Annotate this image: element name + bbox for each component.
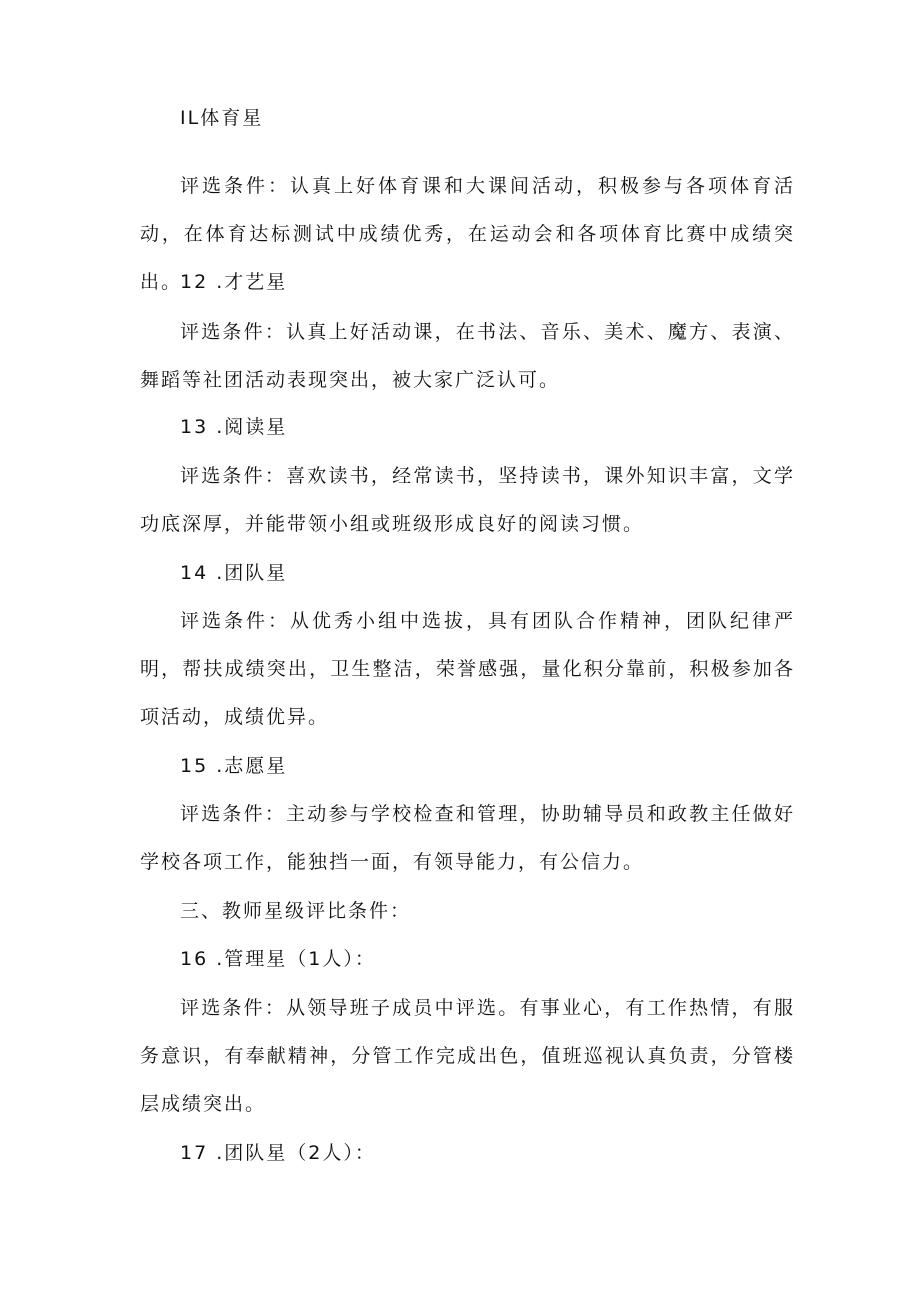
heading-15-volunteer-star: 15 .志愿星 <box>180 755 288 777</box>
heading-14-team-star: 14 .团队星 <box>180 562 288 584</box>
heading-13-reading-star: 13 .阅读星 <box>180 416 288 438</box>
heading-12-talent-star: 12 .才艺星 <box>180 271 288 293</box>
heading-17-team-star: 17 .团队星（2人）： <box>180 1142 376 1164</box>
heading-11-sports-star: IL体育星 <box>180 107 264 129</box>
section-teacher-criteria: 三、教师星级评比条件： <box>180 900 412 922</box>
criteria-15: 评选条件：主动参与学校检查和管理，协助辅导员和政教主任做好学校各项工作，能独挡一面，有领导能力，有公信力。 <box>140 803 795 873</box>
heading-16-management-star: 16 .管理星（1人）： <box>180 948 376 970</box>
criteria-14: 评选条件：从优秀小组中选拔，具有团队合作精神，团队纪律严明，帮扶成绩突出，卫生整洁，荣誉感强，量化积分靠前，积极参加各项活动，成绩优异。 <box>140 610 795 728</box>
criteria-11: 评选条件：认真上好体育课和大课间活动，积极参与各项体育活动，在体育达标测试中成绩优秀，在运动会和各项体育比赛中成绩突出。 <box>140 175 795 293</box>
criteria-13: 评选条件：喜欢读书，经常读书，坚持读书，课外知识丰富，文学功底深厚，并能带领小组或班级形成良好的阅读习惯。 <box>140 465 795 535</box>
criteria-16: 评选条件：从领导班子成员中评选。有事业心，有工作热情，有服务意识，有奉献精神，分管工作完成出色，值班巡视认真负责，分管楼层成绩突出。 <box>140 997 795 1115</box>
criteria-12: 评选条件：认真上好活动课，在书法、音乐、美术、魔方、表演、舞蹈等社团活动表现突出，被大家广泛认可。 <box>140 321 795 391</box>
